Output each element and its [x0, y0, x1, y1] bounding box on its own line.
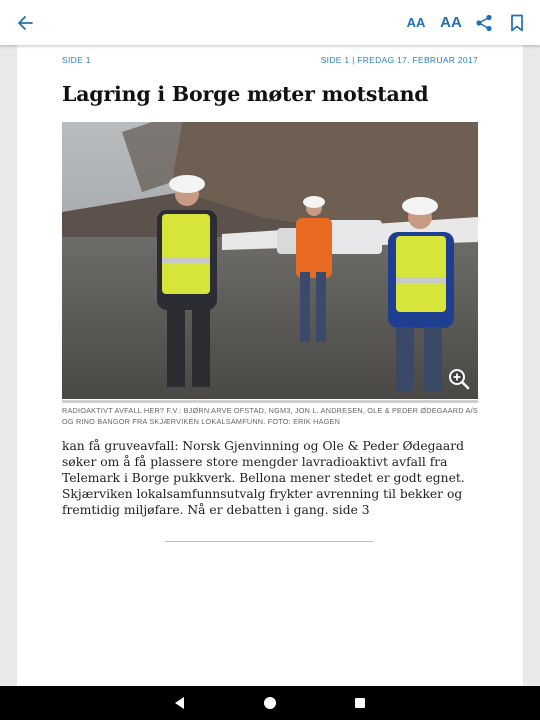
newspaper-page	[17, 45, 523, 686]
photo-caption: RADIOAKTIVT AVFALL HER? F.V.: BJØRN ARVE OFSTAD, NGM3, JON L. ANDRESEN, OLE & PEDER ØDEGAARD A/S OG RINO BANGOR FRA SKJÆRVIKEN LOKALSAMFUNN. FOTO: ERIK HAGEN	[62, 406, 478, 426]
system-navigation-bar	[0, 686, 540, 720]
text-size-small-icon	[407, 15, 426, 31]
share-button[interactable]	[472, 11, 496, 35]
share-icon	[475, 14, 493, 32]
text-larger-button[interactable]	[438, 11, 464, 35]
back-button[interactable]	[12, 10, 38, 36]
text-smaller-button[interactable]	[404, 12, 428, 34]
article-headline[interactable]: Lagring i Borge møter motstand	[62, 82, 429, 106]
circle-home-icon[interactable]	[262, 695, 278, 711]
bookmark-button[interactable]	[506, 11, 528, 35]
text-smaller-label: AA	[406, 15, 426, 30]
quarry-photo-illustration	[62, 122, 478, 399]
page-label: SIDE 1	[62, 55, 91, 65]
square-recent-icon[interactable]	[352, 695, 368, 711]
text-size-large-icon	[440, 15, 462, 31]
caption-rule	[62, 400, 478, 403]
triangle-back-icon[interactable]	[172, 695, 188, 711]
bookmark-icon	[510, 14, 524, 32]
arrow-left-icon	[17, 15, 33, 31]
article-photo[interactable]	[62, 122, 478, 399]
article-divider	[165, 541, 373, 542]
article-body[interactable]: kan få gruveavfall: Norsk Gjenvinning og Ole & Peder Ødegaard søker om å få plassere store mengder lavradioaktivt avfall fra Telemark i Borge pukkverk. Bellona mener stedet er godt egnet. Skjærviken lokalsamfunnsutvalg frykter avrenning til bekker og fremtidig miljøfare. Nå er debatten i gang. side 3	[62, 439, 465, 517]
zoom-in-icon[interactable]	[447, 367, 471, 391]
date-line: SIDE 1 | FREDAG 17. FEBRUAR 2017	[320, 55, 478, 65]
app-toolbar	[0, 0, 540, 45]
text-larger-label: AA	[440, 14, 462, 31]
